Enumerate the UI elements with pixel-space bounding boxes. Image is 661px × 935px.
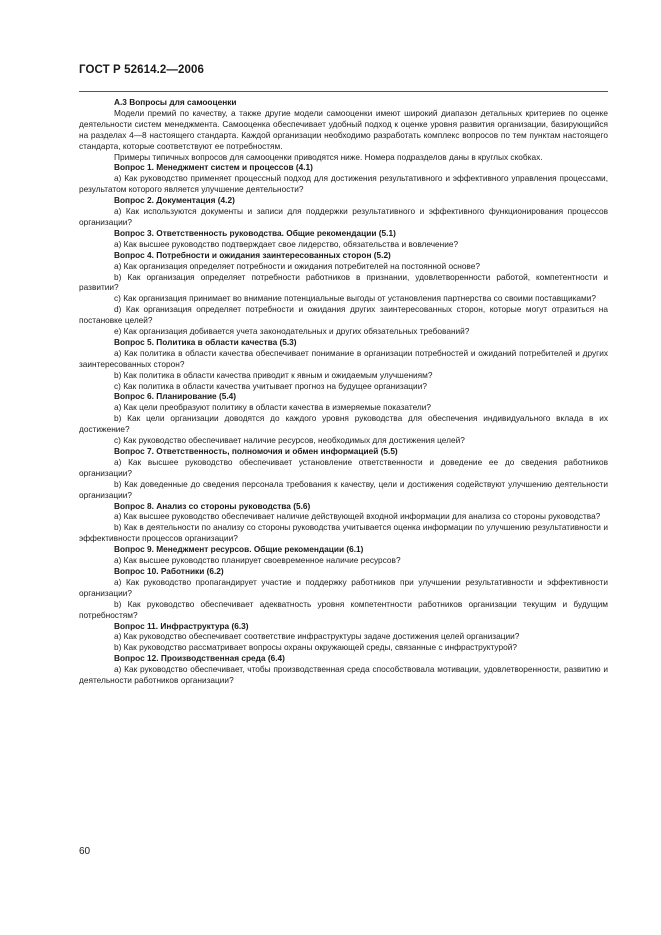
header-rule bbox=[79, 91, 608, 92]
page-number: 60 bbox=[79, 846, 91, 857]
paragraph: а) Как высшее руководство обеспечивает наличие действующей входной информации для анализа со стороны руководства? bbox=[114, 511, 601, 522]
paragraph: а) Как высшее руководство обеспечивает установление ответственности и доведение ее до сведения работников организации? bbox=[79, 456, 608, 478]
paragraph: Модели премий по качеству, а также другие модели самооценки имеют широкий диапазон детальных критериев по оценке деятельности систем менеджмента. Самооценка обеспечивает удобный подход к оценке уровня развития организации, базирующийся на разделах 4—8 настоящего стандарта. Каждой организации необходимо разработать комплекс вопросов по тем пунктам настоящего стандарта, которые соответствуют ее потребностям. bbox=[79, 107, 608, 151]
question-heading: Вопрос 3. Ответственность руководства. Общие рекомендации (5.1) bbox=[114, 227, 396, 238]
paragraph: Примеры типичных вопросов для самооценки приводятся ниже. Номера подразделов даны в круглых скобках. bbox=[114, 151, 543, 162]
paragraph: b) Как руководство обеспечивает адекватность уровня компетентности работников организации текущим и будущим потребностям? bbox=[79, 598, 608, 620]
question-heading: Вопрос 8. Анализ со стороны руководства (5.6) bbox=[114, 500, 311, 511]
question-heading: Вопрос 1. Менеджмент систем и процессов (4.1) bbox=[114, 162, 313, 173]
document-header: ГОСТ Р 52614.2—2006 bbox=[79, 64, 204, 76]
paragraph: а) Как политика в области качества обеспечивает понимание в организации потребностей и ожиданий потребителей и других заинтересованных сторон? bbox=[79, 347, 608, 369]
paragraph: а) Как руководство пропагандирует участие и поддержку работников при улучшении результативности и эффективности организации? bbox=[79, 576, 608, 598]
document-body bbox=[79, 97, 608, 686]
paragraph: а) Как используются документы и записи для поддержки результативного и эффективного функционирования процессов организации? bbox=[79, 206, 608, 227]
paragraph: b) Как в деятельности по анализу со стороны руководства учитывается оценка информации по улучшению результативности и эффективности процессов организации? bbox=[79, 522, 608, 544]
paragraph: а) Как высшее руководство планирует своевременное наличие ресурсов? bbox=[114, 555, 401, 566]
question-heading: Вопрос 4. Потребности и ожидания заинтересованных сторон (5.2) bbox=[114, 249, 391, 260]
question-heading: Вопрос 10. Работники (6.2) bbox=[114, 565, 224, 576]
question-heading: Вопрос 6. Планирование (5.4) bbox=[114, 391, 237, 402]
paragraph: а) Как высшее руководство подтверждает свое лидерство, обязательства и вовлечение? bbox=[114, 238, 459, 249]
question-heading: Вопрос 7. Ответственность, полномочия и обмен информацией (5.5) bbox=[114, 446, 398, 456]
paragraph: а) Как организация определяет потребности и ожидания потребителей на постоянной основе? bbox=[114, 260, 480, 271]
question-heading: Вопрос 11. Инфраструктура (6.3) bbox=[114, 620, 249, 631]
paragraph: с) Как организация принимает во внимание потенциальные выгоды от установления партнерства со своими поставщиками? bbox=[114, 293, 596, 304]
paragraph: е) Как организация добивается учета законодательных и других обязательных требований? bbox=[114, 326, 470, 337]
paragraph: а) Как руководство обеспечивает, чтобы производственная среда способствовала мотивации, удовлетворенности, развитию и деятельности работников организации? bbox=[79, 664, 608, 686]
paragraph: b) Как цели организации доводятся до каждого уровня руководства для обеспечения индивидуального вклада в их достижение? bbox=[79, 413, 608, 435]
paragraph: d) Как организация определяет потребности и ожидания других заинтересованных сторон, которые могут отразиться на постановке целей? bbox=[79, 304, 608, 326]
paragraph: b) Как организация определяет потребности работников в признании, удовлетворенности работой, компетентности и развитии? bbox=[79, 271, 608, 293]
paragraph: а) Как цели преобразуют политику в области качества в измеряемые показатели? bbox=[114, 402, 431, 413]
question-heading: Вопрос 2. Документация (4.2) bbox=[114, 195, 235, 206]
paragraph: с) Как политика в области качества учитывает прогноз на будущее организации? bbox=[114, 380, 427, 391]
paragraph: а) Как руководство применяет процессный подход для достижения результативного и эффективного управления процессами, результатом которого является улучшение деятельности? bbox=[79, 173, 608, 195]
paragraph: b) Как руководство рассматривает вопросы охраны окружающей среды, связанные с инфраструктурой? bbox=[114, 642, 517, 653]
question-heading: Вопрос 12. Производственная среда (6.4) bbox=[114, 653, 285, 664]
paragraph: с) Как руководство обеспечивает наличие ресурсов, необходимых для достижения целей? bbox=[114, 435, 465, 446]
question-heading: Вопрос 9. Менеджмент ресурсов. Общие рекомендации (6.1) bbox=[114, 544, 364, 555]
paragraph: b) Как политика в области качества приводит к явным и ожидаемым улучшениям? bbox=[114, 369, 433, 380]
question-heading: Вопрос 5. Политика в области качества (5.3) bbox=[114, 336, 297, 347]
paragraph: а) Как руководство обеспечивает соответствие инфраструктуры задаче достижения целей организации? bbox=[114, 631, 520, 642]
paragraph: b) Как доведенные до сведения персонала требования к качеству, цели и достижения содействуют улучшению деятельности организации? bbox=[79, 478, 608, 500]
section-heading: А.3 Вопросы для самооценки bbox=[114, 97, 237, 107]
